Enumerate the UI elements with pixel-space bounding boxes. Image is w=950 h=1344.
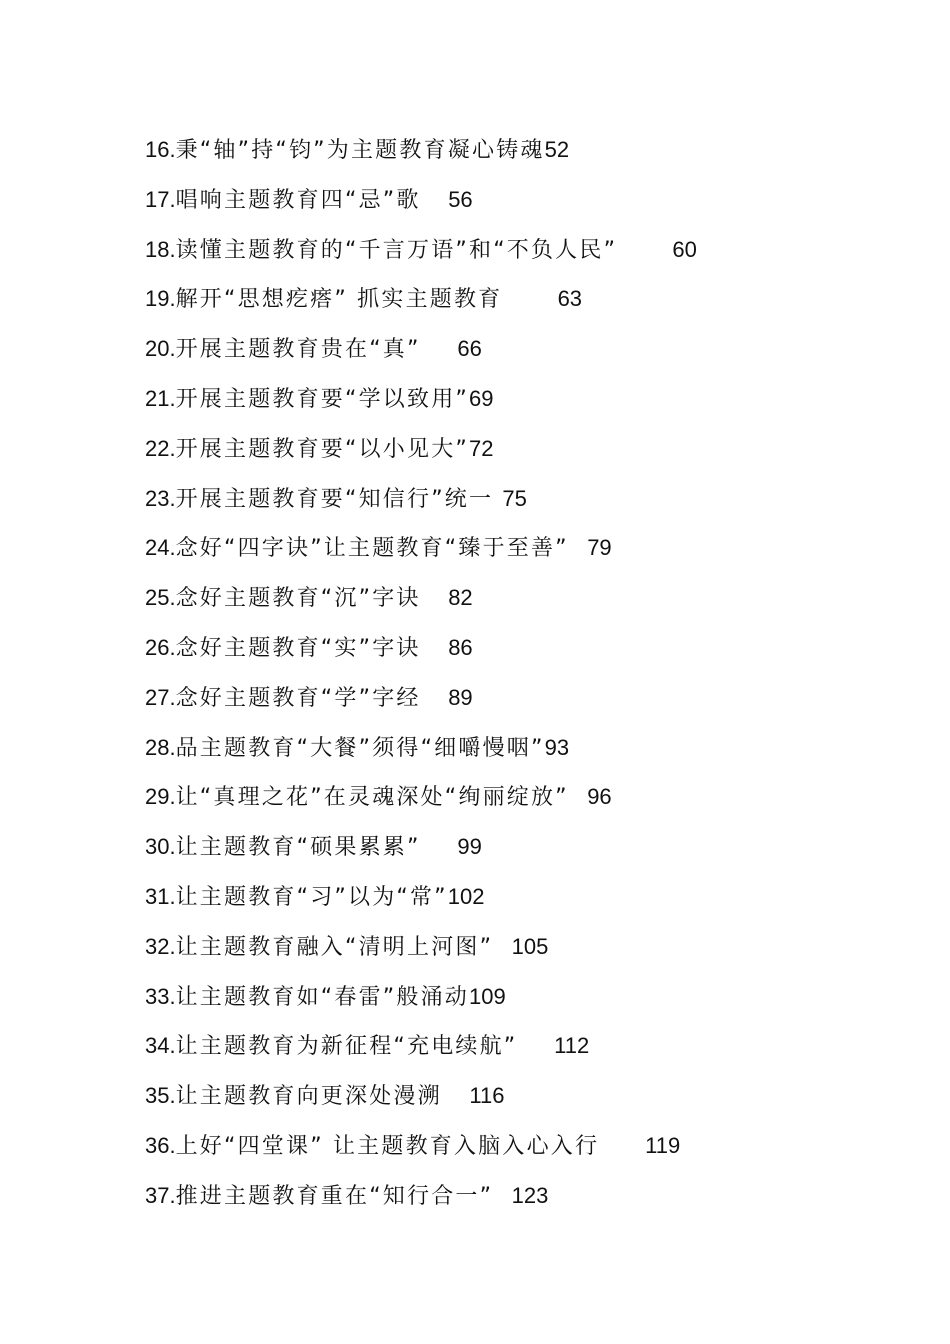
toc-entry[interactable] [145, 1074, 905, 1124]
toc-entry-gap [599, 1134, 645, 1159]
toc-entry-gap [421, 636, 449, 661]
toc-entry-title: 念好主题教育“实”字诀 [175, 635, 421, 661]
toc-entry-page-number: 82 [448, 585, 473, 611]
toc-entry-gap [617, 238, 672, 263]
toc-entry[interactable] [145, 277, 905, 327]
toc-entry[interactable] [145, 775, 905, 825]
toc-entry[interactable] [145, 128, 905, 178]
toc-entry[interactable] [145, 327, 905, 377]
table-of-contents [145, 128, 905, 1224]
toc-entry-gap [569, 536, 587, 561]
toc-entry[interactable] [145, 925, 905, 975]
toc-entry-title: 推进主题教育重在“知行合一” [175, 1183, 494, 1209]
toc-entry-number: 27. [145, 684, 176, 710]
toc-entry-number: 30. [145, 834, 176, 860]
toc-entry-title: 开展主题教育要“知信行”统一 [175, 486, 494, 512]
toc-entry-gap [421, 835, 458, 860]
toc-entry-page-number: 75 [502, 485, 527, 511]
toc-entry-number: 34. [145, 1033, 176, 1059]
toc-entry-number: 21. [145, 385, 176, 411]
toc-entry-number: 24. [145, 535, 176, 561]
toc-entry[interactable] [145, 178, 905, 228]
toc-entry[interactable] [145, 626, 905, 676]
toc-entry-gap [421, 586, 449, 611]
toc-entry[interactable] [145, 676, 905, 726]
toc-entry-page-number: 123 [511, 1182, 549, 1208]
toc-entry-page-number: 86 [448, 634, 473, 660]
toc-entry-page-number: 112 [554, 1033, 590, 1059]
toc-entry-gap [493, 1184, 511, 1209]
toc-entry[interactable] [145, 228, 905, 278]
toc-entry-number: 20. [145, 336, 176, 362]
toc-entry-number: 22. [145, 435, 176, 461]
toc-entry-title: 唱响主题教育四“忌”歌 [175, 187, 421, 213]
toc-entry[interactable] [145, 1174, 905, 1224]
toc-entry-page-number: 93 [544, 734, 570, 760]
toc-entry-page-number: 63 [557, 286, 583, 312]
toc-entry-gap [421, 337, 458, 362]
toc-entry-number: 26. [145, 634, 176, 660]
toc-entry[interactable] [145, 975, 905, 1025]
toc-entry-page-number: 66 [457, 336, 482, 362]
toc-entry-number: 28. [145, 734, 176, 760]
toc-entry-page-number: 89 [448, 684, 473, 710]
toc-entry-title: 解开“思想疙瘩” 抓实主题教育 [175, 287, 503, 313]
toc-entry[interactable] [145, 427, 905, 477]
toc-entry-title: 让主题教育融入“清明上河图” [175, 934, 494, 960]
toc-entry-title: 让主题教育“习”以为“常” [175, 884, 448, 910]
toc-entry[interactable] [145, 1024, 905, 1074]
toc-entry-title: 让“真理之花”在灵魂深处“绚丽绽放” [175, 785, 569, 811]
toc-entry-title: 品主题教育“大餐”须得“细嚼慢咽” [175, 735, 545, 761]
toc-entry-title: 让主题教育“硕果累累” [175, 835, 421, 861]
toc-entry-number: 32. [145, 933, 176, 959]
toc-entry[interactable] [145, 1124, 905, 1174]
toc-entry-page-number: 72 [469, 435, 494, 461]
toc-entry-number: 33. [145, 983, 176, 1009]
toc-entry-page-number: 109 [469, 983, 506, 1009]
toc-entry-page-number: 102 [447, 883, 485, 909]
toc-entry-page-number: 96 [587, 784, 612, 810]
toc-entry-number: 37. [145, 1182, 176, 1208]
toc-entry-title: 念好“四字诀”让主题教育“臻于至善” [175, 536, 569, 562]
toc-entry-title: 开展主题教育贵在“真” [175, 337, 421, 363]
toc-entry-title: 让主题教育向更深处漫溯 [175, 1084, 442, 1110]
toc-entry-page-number: 69 [469, 385, 494, 411]
toc-entry-number: 16. [145, 137, 176, 162]
toc-entry-gap [493, 935, 511, 960]
toc-entry-number: 31. [145, 883, 176, 909]
toc-entry-number: 18. [145, 236, 176, 262]
toc-entry-title: 读懂主题教育的“千言万语”和“不负人民” [175, 237, 618, 263]
toc-entry-page-number: 105 [511, 933, 549, 959]
toc-entry-page-number: 56 [448, 186, 473, 212]
toc-entry-page-number: 60 [672, 236, 697, 262]
toc-entry-page-number: 99 [457, 834, 482, 860]
toc-entry-page-number: 119 [645, 1132, 681, 1158]
toc-entry[interactable] [145, 477, 905, 527]
toc-entry-gap [421, 188, 449, 213]
toc-entry-gap [569, 785, 587, 810]
toc-entry-number: 23. [145, 485, 176, 511]
toc-entry[interactable] [145, 726, 905, 776]
toc-entry-gap [502, 287, 557, 312]
toc-entry-page-number: 52 [544, 137, 570, 162]
toc-entry-page-number: 116 [469, 1083, 505, 1109]
toc-entry-title: 念好主题教育“沉”字诀 [175, 586, 421, 612]
toc-entry-gap [517, 1034, 554, 1059]
toc-entry-number: 29. [145, 784, 176, 810]
toc-entry-number: 35. [145, 1083, 176, 1109]
toc-entry[interactable] [145, 526, 905, 576]
toc-entry-title: 开展主题教育要“学以致用” [175, 386, 469, 412]
toc-entry-title: 念好主题教育“学”字经 [175, 685, 421, 711]
toc-entry[interactable] [145, 576, 905, 626]
toc-entry[interactable] [145, 377, 905, 427]
toc-entry-page-number: 79 [587, 535, 612, 561]
toc-entry-number: 36. [145, 1132, 176, 1158]
toc-entry-number: 17. [145, 186, 176, 212]
toc-entry-gap [442, 1084, 470, 1109]
toc-entry-title: 让主题教育为新征程“充电续航” [175, 1034, 518, 1060]
toc-entry-number: 19. [145, 286, 176, 312]
toc-entry[interactable] [145, 875, 905, 925]
toc-entry-title: 让主题教育如“春雷”般涌动 [175, 984, 469, 1010]
toc-entry-title: 秉“轴”持“钧”为主题教育凝心铸魂 [175, 138, 545, 163]
toc-entry[interactable] [145, 825, 905, 875]
toc-entry-gap [421, 686, 449, 711]
toc-entry-title: 上好“四堂课” 让主题教育入脑入心入行 [175, 1133, 600, 1159]
toc-entry-number: 25. [145, 585, 176, 611]
toc-entry-title: 开展主题教育要“以小见大” [175, 436, 469, 462]
